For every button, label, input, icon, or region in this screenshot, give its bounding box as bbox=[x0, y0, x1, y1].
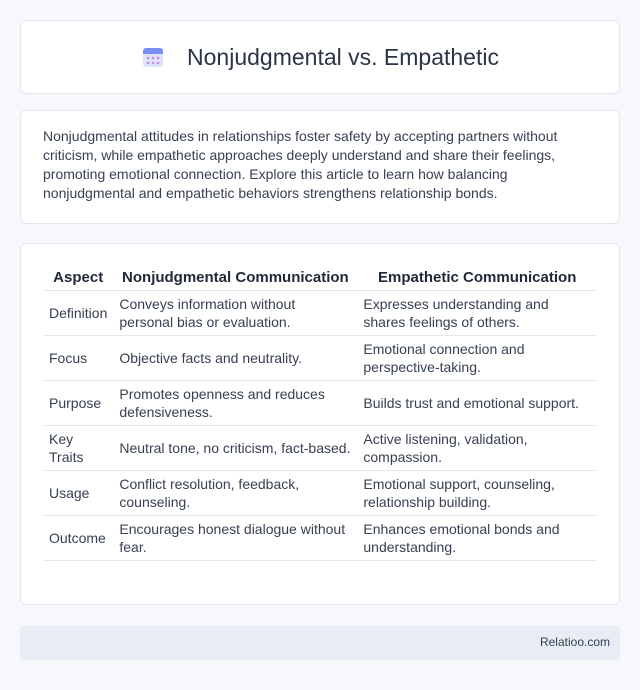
comparison-table bbox=[43, 264, 597, 561]
row-empathetic: Enhances emotional bonds and understanding. bbox=[357, 516, 597, 561]
table-row bbox=[43, 471, 597, 516]
intro-card bbox=[20, 110, 620, 224]
footer-site-name[interactable]: Relatioo.com bbox=[539, 635, 610, 649]
intro-text: Nonjudgmental attitudes in relationships foster safety by accepting partners without criticism, while empathetic approaches deeply understand and share their feelings, promoting emotional connection. Explore this article to learn how balancing nonjudgmental and empathetic behaviors strengthens relationship bonds. bbox=[43, 128, 558, 201]
row-nonjudgmental: Objective facts and neutrality. bbox=[113, 336, 357, 381]
row-nonjudgmental: Conflict resolution, feedback, counseling. bbox=[113, 471, 357, 516]
table-row bbox=[43, 426, 597, 471]
row-nonjudgmental: Neutral tone, no criticism, fact-based. bbox=[113, 426, 357, 471]
row-empathetic: Expresses understanding and shares feelings of others. bbox=[357, 291, 597, 336]
footer bbox=[20, 626, 620, 660]
row-aspect: Purpose bbox=[43, 381, 113, 426]
row-nonjudgmental: Conveys information without personal bias or evaluation. bbox=[113, 291, 357, 336]
row-aspect: Usage bbox=[43, 471, 113, 516]
header-card bbox=[20, 20, 620, 94]
table-row bbox=[43, 516, 597, 561]
page-title: Nonjudgmental vs. Empathetic bbox=[187, 43, 499, 70]
row-aspect: Key Traits bbox=[43, 426, 113, 471]
header-aspect: Aspect bbox=[43, 264, 113, 291]
table-header-row bbox=[43, 264, 597, 291]
row-aspect: Outcome bbox=[43, 516, 113, 561]
row-aspect: Definition bbox=[43, 291, 113, 336]
header-empathetic: Empathetic Communication bbox=[357, 264, 597, 291]
table-row bbox=[43, 291, 597, 336]
table-row bbox=[43, 336, 597, 381]
row-empathetic: Active listening, validation, compassion. bbox=[357, 426, 597, 471]
header-nonjudgmental: Nonjudgmental Communication bbox=[113, 264, 357, 291]
calendar-icon bbox=[141, 45, 165, 69]
row-nonjudgmental: Promotes openness and reduces defensiveness. bbox=[113, 381, 357, 426]
row-empathetic: Emotional connection and perspective-taking. bbox=[357, 336, 597, 381]
comparison-card bbox=[20, 243, 620, 605]
row-aspect: Focus bbox=[43, 336, 113, 381]
row-nonjudgmental: Encourages honest dialogue without fear. bbox=[113, 516, 357, 561]
row-empathetic: Builds trust and emotional support. bbox=[357, 381, 597, 426]
row-empathetic: Emotional support, counseling, relationship building. bbox=[357, 471, 597, 516]
table-row bbox=[43, 381, 597, 426]
